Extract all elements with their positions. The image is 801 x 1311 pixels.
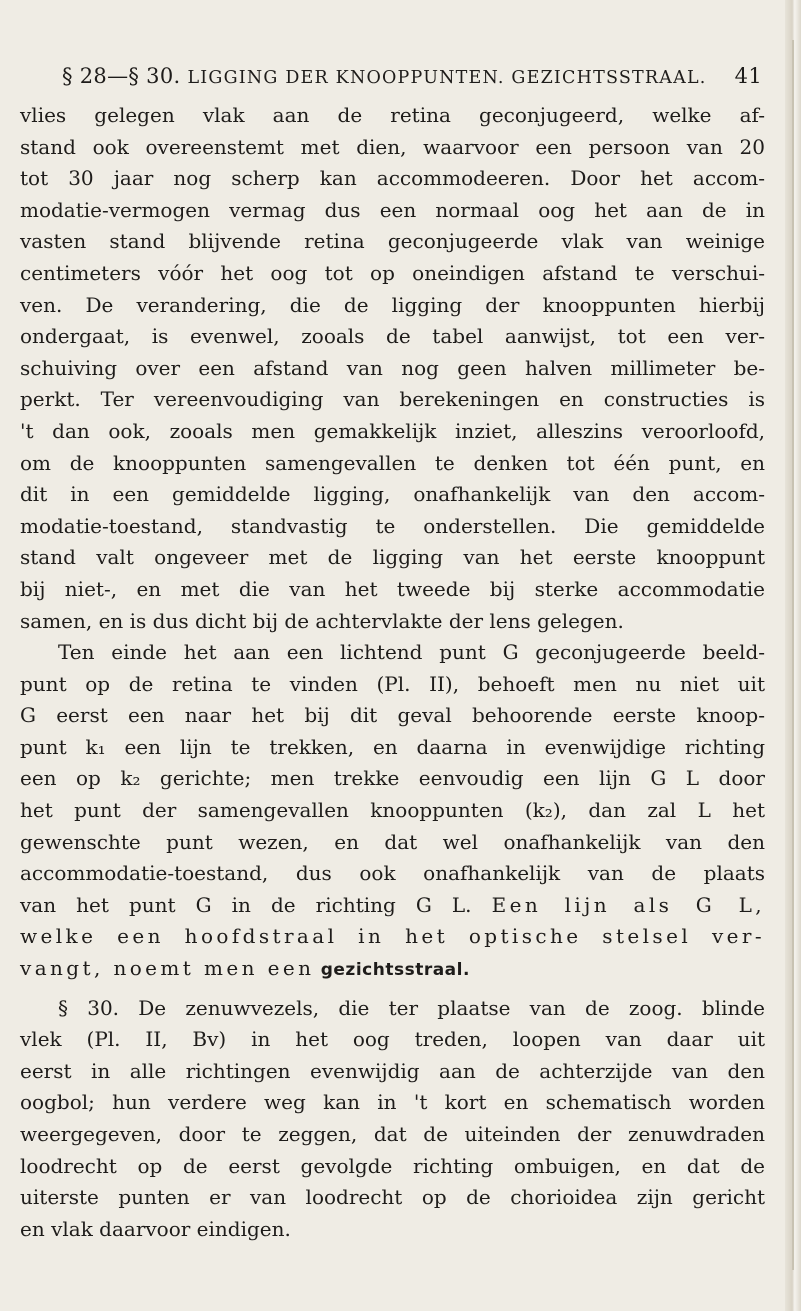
text-line: oogbol; hun verdere weg kan in 't kort en schematisch worden: [20, 1090, 765, 1115]
text-line: 't dan ook, zooals men gemakkelijk inziet, alleszins veroorloofd,: [20, 418, 765, 443]
text-line: stand valt ongeveer met de ligging van het eerste knooppunt: [20, 545, 765, 570]
section-range: § 28—§ 30.: [62, 64, 181, 88]
term-gezichtsstraal: gezichtsstraal.: [320, 960, 470, 981]
text-line: en vlak daarvoor eindigen.: [20, 1216, 291, 1241]
text-line: [20, 890, 765, 922]
text-line: om de knooppunten samengevallen te denken tot één punt, en: [20, 450, 765, 475]
text-line: [20, 953, 765, 987]
text-line: ven. De verandering, die de ligging der knooppunten hierbij: [20, 292, 765, 317]
text-line: accommodatie-toestand, dus ook onafhankelijk van de plaats: [20, 861, 765, 886]
text-line: perkt. Ter vereenvoudiging van berekeningen en constructies is: [20, 387, 765, 412]
text-line: centimeters vóór het oog tot op oneindigen afstand te verschui-: [20, 260, 765, 285]
paragraph-2: [20, 637, 765, 987]
text-line: punt k₁ een lijn te trekken, en daarna in evenwijdige richting: [20, 734, 765, 759]
text-line: dit in een gemiddelde ligging, onafhankelijk van den accom-: [20, 482, 765, 507]
page-edge-line: [792, 40, 794, 1270]
text-line: vasten stand blijvende retina geconjugeerde vlak van weinige: [20, 229, 765, 254]
text-line: ondergaat, is evenwel, zooals de tabel aanwijst, tot een ver-: [20, 324, 765, 349]
spaced-text: vangt, noemt men een: [20, 956, 315, 981]
text-line: vlek (Pl. II, Bv) in het oog treden, loopen van daar uit: [20, 1027, 765, 1052]
text-line: modatie-vermogen vermag dus een normaal oog het aan de in: [20, 197, 765, 222]
text-line: loodrecht op de eerst gevolgde richting ombuigen, en dat de: [20, 1153, 765, 1178]
text-line: welke een hoofdstraal in het optische stelsel ver-: [20, 924, 765, 949]
text-line: bij niet-, en met die van het tweede bij sterke accommodatie: [20, 576, 765, 601]
text-segment: van het punt G in de richting G L.: [20, 892, 472, 917]
header-title: LIGGING DER KNOOPPUNTEN. GEZICHTSSTRAAL.: [187, 68, 707, 88]
text-line: eerst in alle richtingen evenwijdig aan de achterzijde van den: [20, 1058, 765, 1083]
text-line: het punt der samengevallen knooppunten (k₂), dan zal L het: [20, 798, 765, 823]
text-line: G eerst een naar het bij dit geval behoorende eerste knoop-: [20, 703, 765, 728]
text-line: uiterste punten er van loodrecht op de chorioidea zijn gericht: [20, 1185, 765, 1210]
text-line: een op k₂ gerichte; men trekke eenvoudig een lijn G L door: [20, 766, 765, 791]
text-line: gewenschte punt wezen, en dat wel onafhankelijk van den: [20, 829, 765, 854]
paragraph-3: [20, 993, 765, 1246]
text-line: modatie-toestand, standvastig te onderstellen. Die gemiddelde: [20, 513, 765, 538]
page-number: 41: [734, 64, 762, 88]
text-line: stand ook overeenstemt met dien, waarvoor een persoon van 20: [20, 134, 765, 159]
text-line: schuiving over een afstand van nog geen halven millimeter be-: [20, 355, 765, 380]
text-line: vlies gelegen vlak aan de retina geconjugeerd, welke af-: [20, 103, 765, 127]
spaced-text: Een lijn als G L,: [491, 892, 766, 917]
text-line: samen, en is dus dicht bij de achtervlakte der lens gelegen.: [20, 608, 624, 633]
text-line: weergegeven, door te zeggen, dat de uiteinden der zenuwdraden: [20, 1122, 765, 1146]
body-text: [20, 100, 765, 1245]
text-line: punt op de retina te vinden (Pl. II), behoeft men nu niet uit: [20, 671, 765, 696]
section-30-line: § 30. De zenuwvezels, die ter plaatse van de zoog. blinde: [58, 995, 765, 1020]
text-line: tot 30 jaar nog scherp kan accommodeeren. Door het accom-: [20, 166, 765, 191]
paragraph-1: [20, 100, 765, 637]
running-header: [62, 64, 762, 88]
text-line: Ten einde het aan een lichtend punt G geconjugeerde beeld-: [58, 640, 765, 665]
